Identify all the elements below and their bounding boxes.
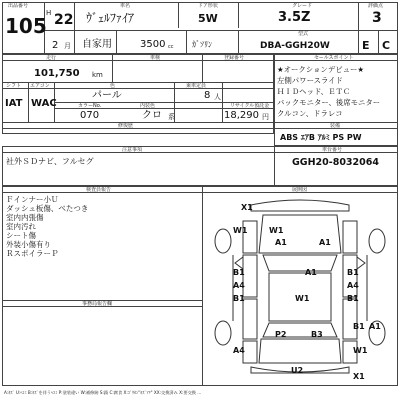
notes-title: 注意事項: [122, 147, 143, 153]
car-diagram: [203, 193, 397, 385]
mark-a4: A4: [347, 281, 359, 290]
capacity-unit: 人: [214, 93, 221, 101]
mileage-unit: km: [92, 71, 103, 79]
recycle-unit: 円: [262, 113, 269, 121]
mark-w1: W1: [233, 226, 248, 235]
capacity-label: 乗車定員: [186, 83, 207, 89]
inspection-item: ダッシュ板傷、べたつき: [6, 204, 89, 213]
inspection-list: [6, 195, 88, 258]
interior-color-value: クロ: [142, 110, 162, 121]
fuel-type: ｶﾞｿﾘﾝ: [192, 40, 212, 49]
mark-a1: A1: [369, 322, 381, 331]
mark-b1: B1: [353, 322, 365, 331]
inspection-item: 外装小傷有り: [6, 240, 51, 249]
grade-label: グレード: [292, 3, 313, 9]
doors-value: 5W: [198, 12, 218, 25]
mileage-value: 101,750: [34, 68, 80, 79]
mark-b1: B1: [233, 268, 245, 277]
auction-sheet: [2, 2, 398, 398]
mark-b3: B3: [311, 330, 323, 339]
mark-x1: X1: [353, 372, 365, 381]
score-label: 評価点: [368, 3, 384, 9]
lot-label: 出品番号: [8, 3, 29, 9]
reg-label: 登録番号: [224, 55, 245, 61]
notes-text: 社外ＳＤナビ、フルセグ: [6, 157, 94, 166]
era-mark: H: [46, 9, 52, 17]
ac-label: エアコン: [30, 83, 50, 89]
mark-x1: X1: [241, 203, 253, 212]
inspection-title: 検査員報告: [86, 187, 112, 193]
selling-point: ＨＩＤヘッド、ＥＴＣ: [277, 87, 351, 96]
inspection-item: Ｆインナー小Ｕ: [6, 195, 59, 204]
selling-point: ★オークションデビュー★: [277, 65, 365, 74]
model-value: DBA-GGH20W: [260, 41, 330, 51]
mark-b1: B1: [233, 294, 245, 303]
color-no-value: 070: [80, 110, 100, 121]
color-value: パール: [92, 90, 122, 101]
exterior-grade: C: [382, 39, 391, 52]
inspection-item: シート傷: [6, 231, 36, 240]
recycle-fee-value: 18,290: [224, 110, 259, 121]
interior-grade: E: [362, 39, 370, 52]
doors-label: ドア形状: [198, 3, 218, 9]
legend-text: A:ｷｽﾞ U:ﾍｺﾐ B:ｷｽﾞを伴うﾍｺﾐ P:塗装違い W:補修跡 S:錆 C:腐食 X:ｺﾞｳｶﾝ"ｷｽﾞｱﾘ" XX:交換済み X:要交換 ...: [4, 390, 202, 395]
diagram-title: 展開図: [292, 187, 308, 193]
colorno-label: カラーNo.: [78, 103, 102, 109]
month-unit: 月: [64, 42, 71, 50]
recycle-label: リサイクル預託金: [230, 103, 270, 109]
mark-a4: A4: [233, 346, 245, 355]
mark-w1: W1: [269, 226, 284, 235]
mark-b1: B1: [347, 268, 359, 277]
inspection-item: 室内汚れ: [6, 222, 36, 231]
mark-a4: A4: [233, 281, 245, 290]
color-label: 色: [110, 83, 116, 89]
equipment-label: 装備: [330, 123, 341, 129]
mark-w1: W1: [353, 346, 368, 355]
year-value: 22: [54, 12, 74, 28]
mark-p2: P2: [275, 330, 287, 339]
inspection-item: ＲスポイラーＰ: [6, 249, 59, 258]
month-value: 2: [52, 40, 59, 51]
equipment-value: ABS ｴｱB ｱﾙﾐ PS PW: [280, 133, 362, 142]
selling-point: バックモニター、後席モニター: [277, 98, 381, 107]
selling-points-list: [277, 64, 380, 119]
mark-a1: A1: [305, 268, 317, 277]
office-notes-title: 事務局報告欄: [82, 301, 113, 307]
repair-label: 修復歴: [118, 123, 134, 129]
selling-points-title: セールスポイント: [314, 55, 354, 61]
car-name-label: 車名: [120, 3, 131, 9]
ac-value: WAC: [31, 98, 57, 109]
selling-point: 左側パワースライド: [277, 76, 343, 85]
mark-b1: B1: [347, 294, 359, 303]
interior-unit: 系: [168, 113, 175, 121]
mark-a1: A1: [319, 238, 331, 247]
score-value: 3: [372, 10, 382, 26]
vehicle-label: 車検: [150, 55, 161, 61]
vin-label: 車台番号: [322, 147, 343, 153]
shift-label: シフト: [6, 83, 22, 89]
mileage-label: 走行: [46, 55, 57, 61]
selling-point: クルコン、ドラレコ: [277, 109, 343, 118]
capacity-value: 8: [204, 90, 211, 101]
car-name: ｳﾞｪﾙﾌｧｲｱ: [86, 11, 135, 25]
displacement: 3500: [140, 39, 166, 50]
mark-a1: A1: [275, 238, 287, 247]
interior-label: 内装色: [140, 103, 156, 109]
model-label: 型式: [298, 31, 309, 37]
vin-value: GGH20-8032064: [292, 157, 379, 168]
inspection-item: 室内内張傷: [6, 213, 44, 222]
use-type: 自家用: [82, 39, 112, 50]
shift-value: IAT: [5, 98, 23, 109]
displacement-unit: cc: [168, 44, 174, 50]
mark-u2: U2: [291, 366, 304, 375]
grade-value: 3.5Z: [278, 10, 311, 25]
mark-w1: W1: [295, 294, 310, 303]
lot-number: 105: [5, 14, 47, 38]
